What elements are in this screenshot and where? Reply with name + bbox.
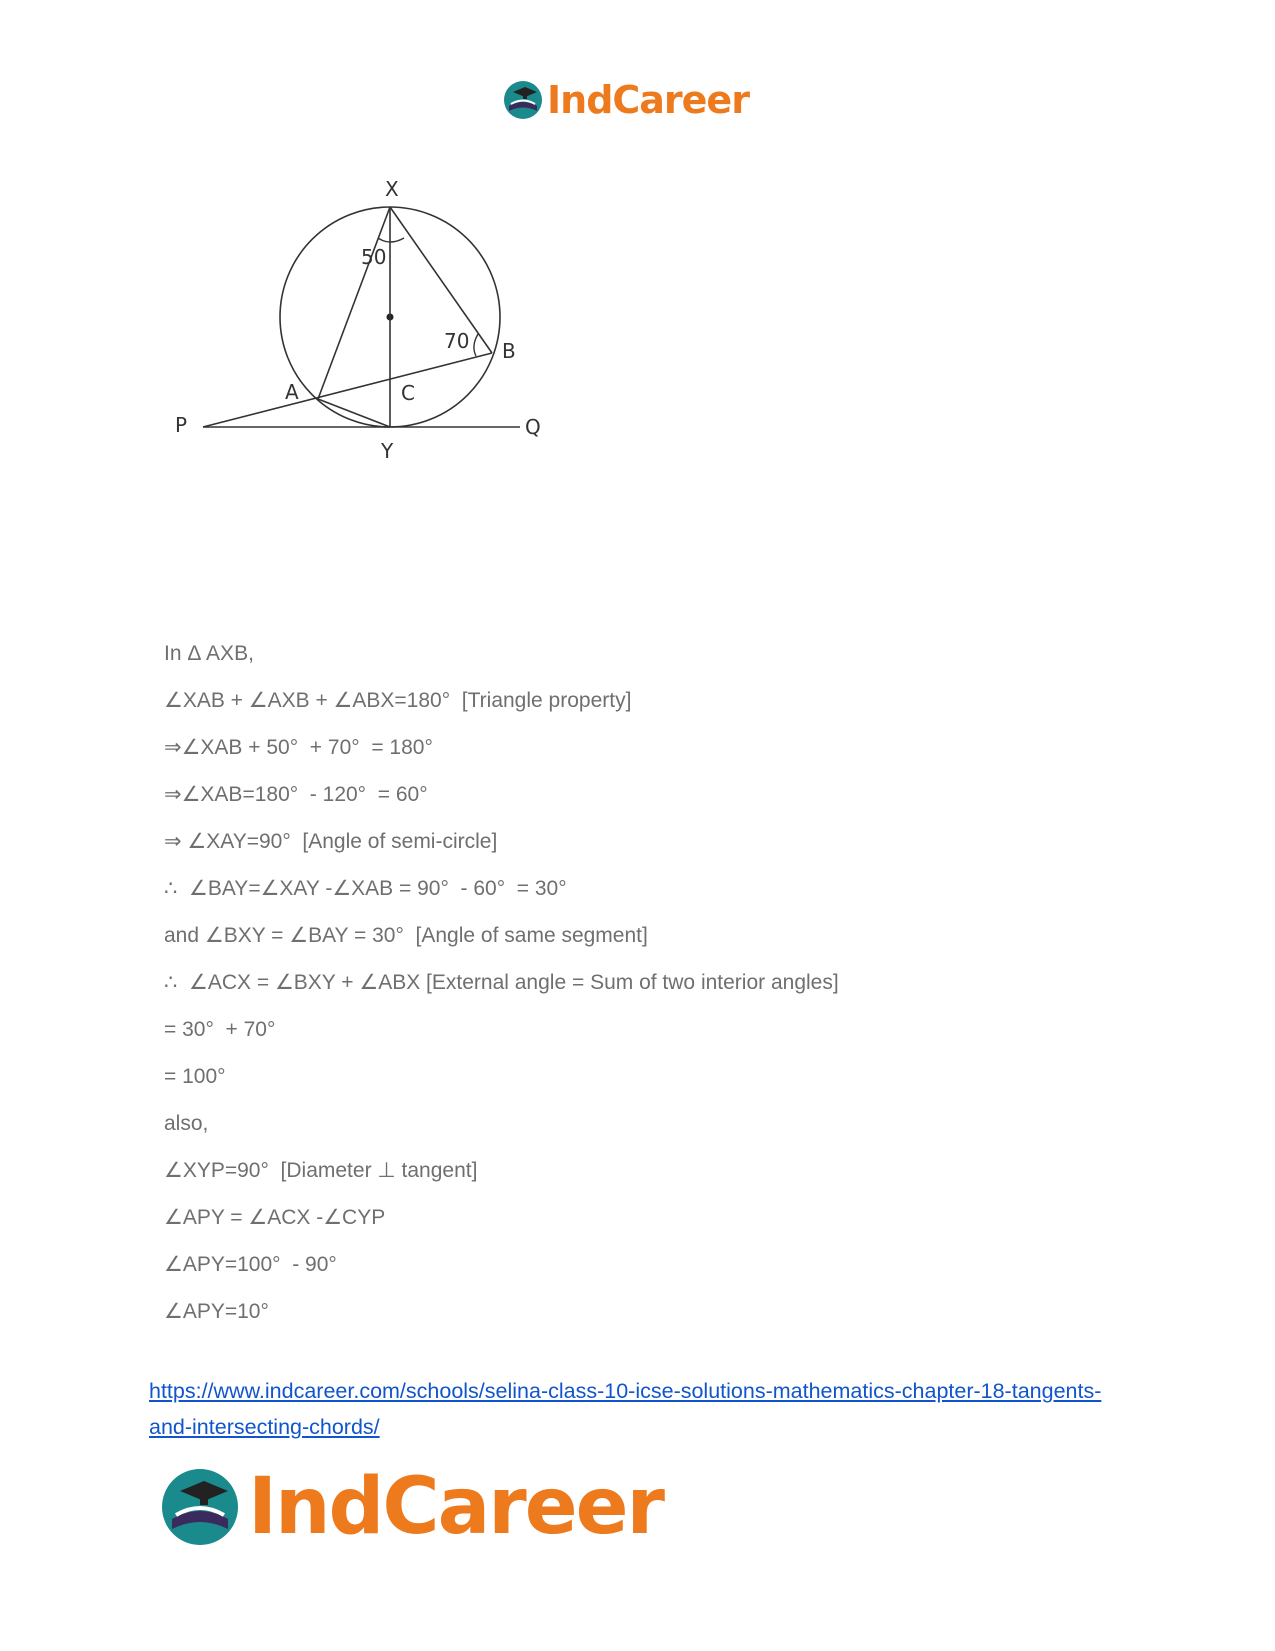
- secant-pb: [203, 353, 492, 427]
- solution-line: also,: [164, 1112, 209, 1135]
- solution-line: ∠APY = ∠ACX -∠CYP: [164, 1206, 386, 1229]
- solution-line: = 100°: [164, 1065, 226, 1088]
- circle-tangent-figure: [175, 180, 575, 484]
- solution-line: and ∠BXY = ∠BAY = 30° [Angle of same segment]: [164, 924, 648, 947]
- label-q: Q: [525, 415, 541, 439]
- label-x: X: [385, 180, 399, 201]
- logo-wordmark: IndCareer: [547, 78, 749, 122]
- solution-line: ∴ ∠ACX = ∠BXY + ∠ABX [External angle = Sum of two interior angles]: [164, 971, 839, 994]
- label-a: A: [285, 380, 299, 404]
- solution-line: In Δ AXB,: [164, 642, 254, 665]
- footer-logo: [160, 1462, 663, 1552]
- solution-line: ∠XAB + ∠AXB + ∠ABX=180° [Triangle property]: [164, 689, 632, 712]
- solution-line: ∠APY=100° - 90°: [164, 1253, 337, 1276]
- solution-line: = 30° + 70°: [164, 1018, 276, 1041]
- label-b: B: [502, 339, 516, 363]
- angle-arc-b: [474, 334, 478, 356]
- chord-xb: [390, 207, 492, 353]
- label-c: C: [401, 381, 415, 405]
- solution-text: [164, 640, 839, 1345]
- label-p: P: [175, 413, 188, 437]
- solution-line: ∠XYP=90° [Diameter ⊥ tangent]: [164, 1159, 478, 1182]
- header-logo: [503, 78, 749, 122]
- book-globe-icon: [160, 1467, 240, 1547]
- solution-line: ⇒ ∠XAY=90° [Angle of semi-circle]: [164, 830, 498, 853]
- solution-line: ⇒∠XAB + 50° + 70° = 180°: [164, 736, 433, 759]
- label-angle-x: 50: [361, 245, 387, 269]
- chord-ay: [318, 399, 390, 427]
- label-angle-b: 70: [444, 329, 470, 353]
- solution-line: ∴ ∠BAY=∠XAY -∠XAB = 90° - 60° = 30°: [164, 877, 567, 900]
- solution-line: ⇒∠XAB=180° - 120° = 60°: [164, 783, 428, 806]
- source-link[interactable]: https://www.indcareer.com/schools/selina-class-10-icse-solutions-mathematics-chapter-18-tangents-and-intersecting-chords/: [149, 1379, 1102, 1439]
- logo-wordmark: IndCareer: [248, 1462, 663, 1552]
- book-globe-icon: [503, 80, 543, 120]
- label-y: Y: [381, 439, 394, 463]
- solution-line: ∠APY=10°: [164, 1300, 269, 1323]
- chord-xa: [318, 207, 390, 399]
- angle-arc-x: [378, 238, 404, 242]
